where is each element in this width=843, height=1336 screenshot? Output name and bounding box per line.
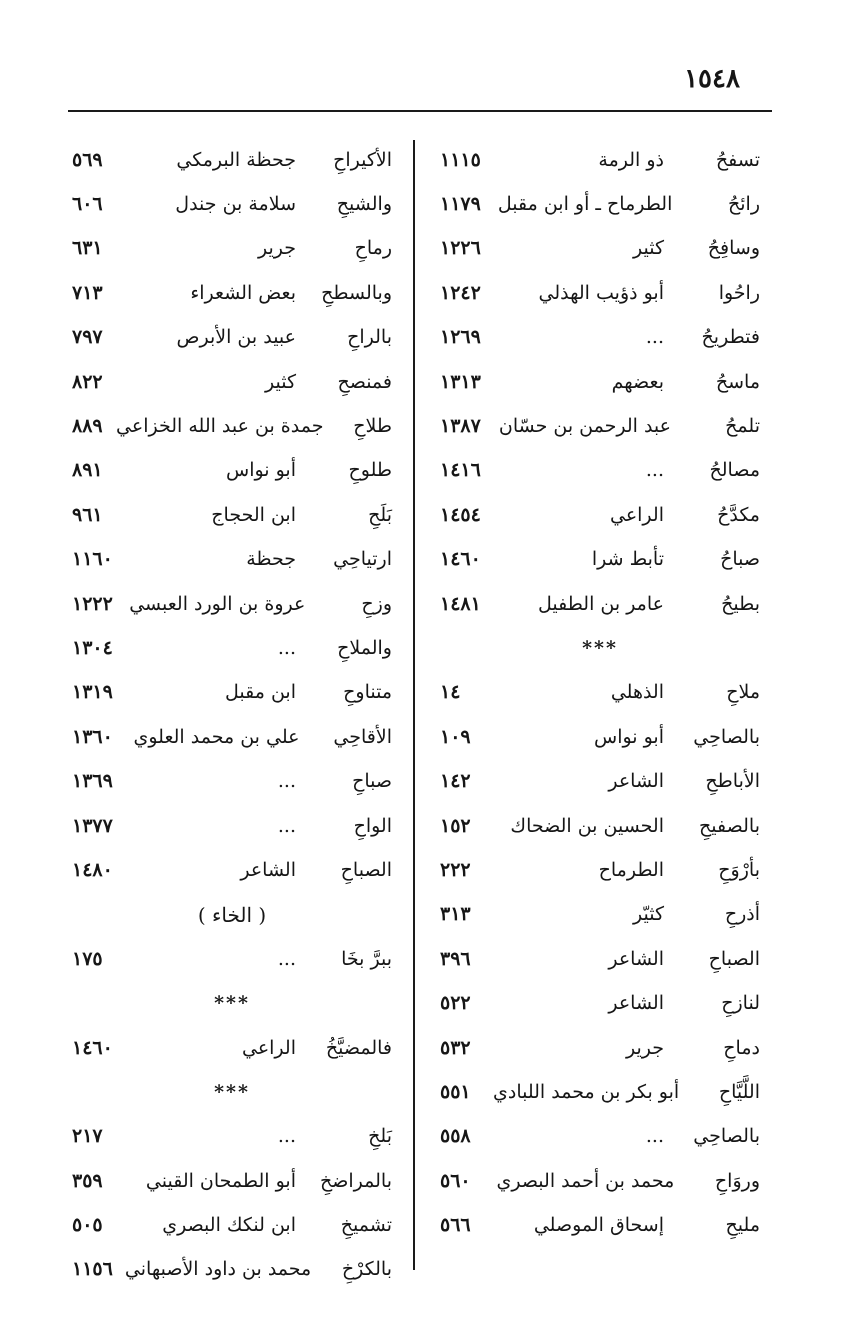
separator-stars — [440, 626, 760, 670]
rhyme-word: تشميخِ — [340, 1214, 392, 1237]
page-reference: ٥٥٨ — [440, 1125, 471, 1148]
index-entry — [72, 138, 392, 182]
index-entry — [72, 1026, 392, 1070]
page-reference: ١٤ — [440, 681, 461, 704]
page-reference: ٥٣٢ — [440, 1036, 471, 1059]
poet-name: ابن الحجاج — [211, 503, 296, 526]
poet-name: بعضهم — [611, 370, 664, 393]
page-reference: ١١٦٠ — [72, 548, 113, 571]
page-reference: ١٤٦٠ — [72, 1036, 113, 1059]
poet-name: عروة بن الورد العبسي — [129, 592, 306, 615]
index-entry — [440, 182, 760, 226]
page-reference: ١٣٦٠ — [72, 725, 113, 748]
rhyme-word: فمنصحِ — [337, 370, 392, 393]
section-heading — [72, 893, 392, 937]
separator-text: *** — [214, 992, 250, 1015]
poet-name: الطرماح ـ أو ابن مقبل — [497, 193, 673, 216]
index-entry — [72, 271, 392, 315]
index-entry — [72, 759, 392, 803]
index-entry — [72, 626, 392, 670]
page-reference: ١٣٠٤ — [72, 636, 113, 659]
page-reference: ١٣٦٩ — [72, 770, 113, 793]
page-reference: ٥٢٢ — [440, 992, 471, 1015]
poet-name: كثير — [633, 237, 664, 260]
index-entry — [440, 937, 760, 981]
index-entry — [440, 449, 760, 493]
poet-name: ... — [277, 947, 296, 970]
page-reference: ٣١٣ — [440, 903, 471, 926]
page-reference: ١٢٦٩ — [440, 326, 481, 349]
page-reference: ٥٦٦ — [440, 1214, 471, 1237]
rhyme-word: مليحِ — [725, 1214, 760, 1237]
index-entry — [72, 316, 392, 360]
index-entry — [440, 981, 760, 1025]
index-entry — [440, 404, 760, 448]
poet-name: الراعي — [241, 1036, 296, 1059]
poet-name: ... — [277, 1125, 296, 1148]
rhyme-word: بالصاحِي — [693, 1125, 760, 1148]
poet-name: ... — [645, 459, 664, 482]
poet-name: كثير — [265, 370, 296, 393]
poet-name: ... — [645, 1125, 664, 1148]
rhyme-word: صباحُ — [720, 548, 760, 571]
index-entry — [440, 538, 760, 582]
index-entry — [72, 538, 392, 582]
page-reference: ٨٢٢ — [72, 370, 103, 393]
poet-name: علي بن محمد العلوي — [133, 725, 300, 748]
rhyme-word: تلمحُ — [725, 415, 760, 438]
rhyme-word: تسفحُ — [715, 148, 760, 171]
index-entry — [72, 227, 392, 271]
rhyme-word: بَلخِ — [368, 1125, 392, 1148]
rhyme-word: الصباحِ — [708, 947, 760, 970]
rhyme-word: اللَّيَّاحِ — [718, 1080, 760, 1103]
index-entry — [72, 1248, 392, 1292]
rhyme-word: مصالحُ — [709, 459, 760, 482]
poet-name: جرير — [626, 1036, 664, 1059]
rhyme-word: وبالسطحِ — [321, 281, 392, 304]
index-entry — [440, 360, 760, 404]
rhyme-word: طلوحِ — [348, 459, 392, 482]
index-entry — [72, 1159, 392, 1203]
index-entry — [72, 449, 392, 493]
poet-name: جرير — [258, 237, 296, 260]
page-reference: ١٠٩ — [440, 725, 471, 748]
page-reference: ١٢٢٦ — [440, 237, 481, 260]
separator-text: *** — [582, 636, 618, 659]
page-reference: ١٧٥ — [72, 947, 103, 970]
page-reference: ٨٨٩ — [72, 415, 103, 438]
page-reference: ١١١٥ — [440, 148, 481, 171]
page-reference: ٧٩٧ — [72, 326, 103, 349]
index-entry — [72, 715, 392, 759]
rhyme-word: ارتياحِي — [333, 548, 392, 571]
column-divider — [413, 140, 415, 1270]
index-entry — [440, 271, 760, 315]
poet-name: الطرماح — [598, 858, 664, 881]
index-entry — [440, 1115, 760, 1159]
index-entry — [72, 848, 392, 892]
index-entry — [440, 1026, 760, 1070]
poet-name: جحظة البرمكي — [176, 148, 296, 171]
rhyme-word: والملاحِ — [337, 636, 392, 659]
index-entry — [72, 182, 392, 226]
rhyme-word: الصباحِ — [340, 858, 392, 881]
section-heading-text: ( الخاء ) — [197, 902, 267, 927]
poet-name: الشاعر — [240, 858, 296, 881]
rhyme-word: بالصفيحِ — [699, 814, 760, 837]
poet-name: الذهلي — [610, 681, 664, 704]
rhyme-word: دماحِ — [723, 1036, 760, 1059]
poet-name: جمدة بن عبد الله الخزاعي — [116, 415, 324, 438]
rhyme-word: فالمضيَّخُ — [325, 1036, 392, 1059]
poet-name: أبو الطمحان القيني — [145, 1169, 296, 1192]
poet-name: عبد الرحمن بن حسّان — [498, 415, 672, 438]
rhyme-word: الأقاحِي — [333, 725, 392, 748]
poet-name: ابن لنكك البصري — [162, 1214, 296, 1237]
page-reference: ١٣١٩ — [72, 681, 113, 704]
page-reference: ١٤١٦ — [440, 459, 481, 482]
index-entry — [440, 138, 760, 182]
page-reference: ٧١٣ — [72, 281, 103, 304]
index-entry — [440, 1070, 760, 1114]
rhyme-word: طلاحِ — [353, 415, 392, 438]
rhyme-word: الأكيراحِ — [333, 148, 392, 171]
page-reference: ١٤٨١ — [440, 592, 481, 615]
rhyme-word: بالصاحِي — [693, 725, 760, 748]
rhyme-word: صباحِ — [352, 770, 392, 793]
index-entry — [440, 1203, 760, 1247]
poet-name: ذو الرمة — [598, 148, 664, 171]
rhyme-word: رائحُ — [727, 193, 760, 216]
rhyme-word: مكدَّحُ — [717, 503, 760, 526]
index-entry — [440, 227, 760, 271]
poet-name: أبو ذؤيب الهذلي — [538, 281, 664, 304]
rhyme-word: وزحِ — [361, 592, 392, 615]
index-entry — [440, 1159, 760, 1203]
page-reference: ٥٦٠ — [440, 1169, 471, 1192]
page-reference: ٩٦١ — [72, 503, 103, 526]
poet-name: ... — [277, 814, 296, 837]
page-reference: ٦٣١ — [72, 237, 103, 260]
index-entry — [72, 804, 392, 848]
poet-name: تأبط شرا — [591, 548, 664, 571]
page-reference: ١٣١٣ — [440, 370, 481, 393]
rhyme-word: والشيحِ — [336, 193, 392, 216]
page-reference: ٣٥٩ — [72, 1169, 103, 1192]
poet-name: سلامة بن جندل — [175, 193, 296, 216]
page-reference: ١٤٥٤ — [440, 503, 481, 526]
rhyme-word: بَلَحِ — [368, 503, 392, 526]
page-reference: ١٤٦٠ — [440, 548, 481, 571]
poet-name: الشاعر — [608, 770, 664, 793]
page-reference: ١٢٢٢ — [72, 592, 113, 615]
index-entry — [72, 404, 392, 448]
rhyme-word: الأباطحِ — [705, 770, 760, 793]
index-entry — [72, 582, 392, 626]
rhyme-word: ملاحِ — [726, 681, 760, 704]
page-reference: ٣٩٦ — [440, 947, 471, 970]
index-entry — [72, 1203, 392, 1247]
page-reference: ١١٥٦ — [72, 1258, 113, 1281]
index-entry — [440, 493, 760, 537]
separator-stars — [72, 1070, 392, 1114]
index-entry — [440, 316, 760, 360]
poet-name: عبيد بن الأبرص — [176, 326, 296, 349]
poet-name: ... — [645, 326, 664, 349]
poet-name: عامر بن الطفيل — [537, 592, 664, 615]
index-entry — [440, 804, 760, 848]
index-column-left — [72, 138, 392, 1292]
poet-name: أبو نواس — [594, 725, 664, 748]
poet-name: جحظة — [246, 548, 296, 571]
poet-name: محمد بن داود الأصبهاني — [124, 1258, 312, 1281]
index-entry — [72, 1115, 392, 1159]
index-entry — [440, 715, 760, 759]
rhyme-word: بأرْوَحِ — [718, 858, 760, 881]
page-reference: ٥٠٥ — [72, 1214, 103, 1237]
page-reference: ١٢٤٢ — [440, 281, 481, 304]
rhyme-word: راحُوا — [718, 281, 760, 304]
poet-name: كثيّر — [633, 903, 664, 926]
page-reference: ٢٢٢ — [440, 858, 471, 881]
rhyme-word: أذرحِ — [724, 903, 760, 926]
rhyme-word: بطيحُ — [721, 592, 760, 615]
page-number: ١٥٤٨ — [684, 64, 740, 94]
index-entry — [440, 848, 760, 892]
rhyme-word: ببرَّ بخَا — [341, 947, 392, 970]
poet-name: ابن مقبل — [225, 681, 296, 704]
page-reference: ١٤٨٠ — [72, 858, 113, 881]
index-entry — [72, 671, 392, 715]
rhyme-word: لنازحِ — [721, 992, 760, 1015]
page-reference: ٥٥١ — [440, 1080, 471, 1103]
page-reference: ١٤٢ — [440, 770, 471, 793]
poet-name: بعض الشعراء — [190, 281, 296, 304]
index-entry — [440, 759, 760, 803]
poet-name: الحسين بن الضحاك — [510, 814, 664, 837]
poet-name: ... — [277, 636, 296, 659]
poet-name: الراعي — [609, 503, 664, 526]
index-column-right — [440, 138, 760, 1248]
index-entry — [72, 493, 392, 537]
page-reference: ١٣٧٧ — [72, 814, 113, 837]
separator-stars — [72, 981, 392, 1025]
poet-name: محمد بن أحمد البصري — [496, 1169, 675, 1192]
poet-name: أبو بكر بن محمد اللبادي — [492, 1080, 680, 1103]
rhyme-word: بالراحِ — [347, 326, 392, 349]
rhyme-word: رماحِ — [354, 237, 392, 260]
rhyme-word: متناوحِ — [343, 681, 392, 704]
index-entry — [440, 893, 760, 937]
rhyme-word: وروَاحِ — [714, 1169, 760, 1192]
page-reference: ١٥٢ — [440, 814, 471, 837]
page-reference: ٥٦٩ — [72, 148, 103, 171]
page-reference: ٢١٧ — [72, 1125, 103, 1148]
rhyme-word: الواحِ — [353, 814, 392, 837]
rhyme-word: بالمراضخِ — [319, 1169, 392, 1192]
index-entry — [72, 360, 392, 404]
separator-text: *** — [214, 1080, 250, 1103]
poet-name: الشاعر — [608, 992, 664, 1015]
poet-name: ... — [277, 770, 296, 793]
page-reference: ٨٩١ — [72, 459, 103, 482]
index-entry — [440, 671, 760, 715]
index-entry — [440, 582, 760, 626]
page-reference: ٦٠٦ — [72, 193, 103, 216]
top-rule — [68, 110, 772, 112]
rhyme-word: ماسحُ — [715, 370, 760, 393]
rhyme-word: فتطريحُ — [701, 326, 760, 349]
rhyme-word: بالكرْخِ — [341, 1258, 392, 1281]
rhyme-word: وسافِحُ — [707, 237, 760, 260]
poet-name: أبو نواس — [226, 459, 296, 482]
poet-name: الشاعر — [608, 947, 664, 970]
poet-name: إسحاق الموصلي — [533, 1214, 664, 1237]
page-reference: ١٣٨٧ — [440, 415, 481, 438]
page-reference: ١١٧٩ — [440, 193, 481, 216]
index-entry — [72, 937, 392, 981]
